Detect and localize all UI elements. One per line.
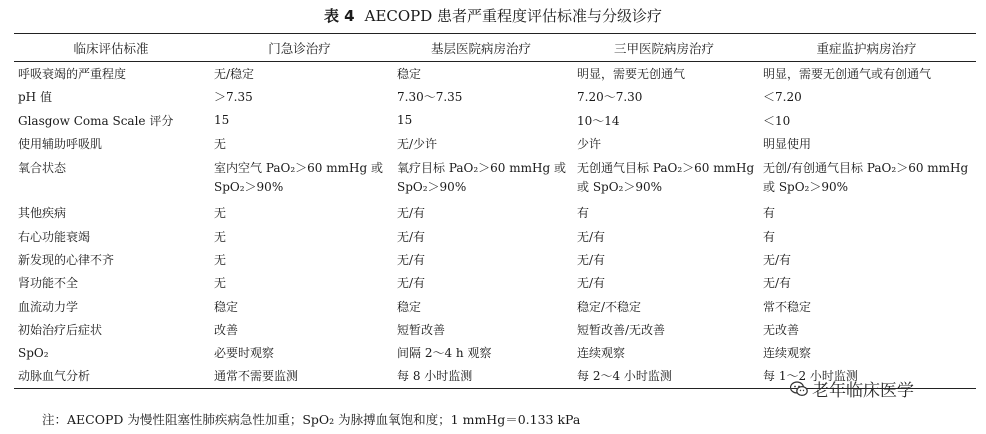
table-cell: ＜10 — [763, 113, 791, 128]
table-cell: 稳定 — [397, 67, 422, 82]
watermark-text: 老年临床医学 — [812, 381, 914, 401]
table-cell: 氧疗目标 PaO₂＞60 mmHg 或 SpO₂＞90% — [397, 161, 566, 195]
table-cell: 连续观察 — [577, 346, 626, 361]
criterion-cell: pH 值 — [18, 90, 52, 105]
column-header: 临床评估标准 — [14, 34, 208, 62]
table-cell: 每 8 小时监测 — [391, 364, 571, 388]
table-cell: 7.20～7.30 — [577, 90, 643, 105]
table-cell: 常不稳定 — [763, 299, 812, 314]
table-cell: 改善 — [214, 322, 239, 337]
table-cell: 无/有 — [763, 252, 792, 267]
table-cell: 无/有 — [577, 276, 606, 291]
table-title-text: AECOPD 患者严重程度评估标准与分级诊疗 — [364, 7, 663, 25]
header-row — [14, 34, 976, 62]
table-cell: 无/有 — [397, 252, 426, 267]
table-cell: 有 — [577, 206, 590, 221]
criterion-cell: 初始治疗后症状 — [18, 322, 103, 337]
table-cell: 每 1～2 小时监测 — [757, 364, 976, 388]
table-cell: 必要时观察 — [214, 346, 275, 361]
table-cell: 间隔 2～4 h 观察 — [397, 346, 492, 361]
table-cell: 无创通气目标 PaO₂＞60 mmHg或 SpO₂＞90% — [577, 161, 755, 195]
criterion-cell: SpO₂ — [18, 345, 49, 360]
table-cell: 室内空气 PaO₂＞60 mmHg 或 SpO₂＞90% — [214, 161, 383, 195]
table-cell: ＞7.35 — [214, 90, 253, 105]
table-cell: 7.30～7.35 — [397, 90, 463, 105]
table-cell: 无改善 — [763, 322, 800, 337]
criterion-cell: 肾功能不全 — [18, 276, 79, 291]
criterion-cell: 使用辅助呼吸肌 — [18, 137, 103, 152]
column-header: 三甲医院病房治疗 — [571, 34, 757, 62]
table-cell: 稳定 — [397, 299, 422, 314]
table-cell: 明显，需要无创通气或有创通气 — [763, 67, 932, 82]
table-row — [14, 109, 976, 132]
table-title — [0, 6, 986, 26]
table-cell: 短暂改善 — [397, 322, 446, 337]
table-cell: 无 — [214, 252, 227, 267]
criterion-cell: 氧合状态 — [18, 161, 67, 176]
table-cell: 无/有 — [763, 276, 792, 291]
criterion-cell: 呼吸衰竭的严重程度 — [18, 67, 127, 82]
table-row — [14, 271, 976, 294]
column-header: 重症监护病房治疗 — [757, 34, 976, 62]
watermark — [790, 376, 914, 401]
table-cell: 10～14 — [577, 113, 620, 128]
table-cell: 有 — [763, 229, 776, 244]
criterion-cell: Glasgow Coma Scale 评分 — [18, 113, 174, 128]
column-header: 门急诊治疗 — [208, 34, 391, 62]
table-cell: 无 — [214, 276, 227, 291]
table-cell: 无 — [214, 229, 227, 244]
table-row — [14, 132, 976, 155]
table-cell: 有 — [763, 206, 776, 221]
table-cell: 每 2～4 小时监测 — [571, 364, 757, 388]
table-row — [14, 85, 976, 108]
table-cell: 无/有 — [577, 252, 606, 267]
table-row — [14, 62, 976, 86]
table-cell: 15 — [397, 113, 413, 128]
table-cell: 连续观察 — [763, 346, 812, 361]
table-cell: 通常不需要监测 — [208, 364, 391, 388]
table-cell: 少许 — [577, 137, 602, 152]
criterion-cell: 血流动力学 — [18, 299, 79, 314]
table-row — [14, 318, 976, 341]
table-row — [14, 248, 976, 271]
table-cell: 明显，需要无创通气 — [577, 67, 686, 82]
table-row — [14, 201, 976, 224]
table-cell: 明显使用 — [763, 137, 812, 152]
wechat-icon — [790, 381, 808, 397]
table-cell: 无 — [214, 137, 227, 152]
table-cell: 15 — [214, 113, 230, 128]
table-cell: 稳定/不稳定 — [577, 299, 642, 314]
table-cell: 无/有 — [397, 206, 426, 221]
table-row — [14, 155, 976, 201]
criterion-cell: 右心功能衰竭 — [18, 229, 91, 244]
grading-table — [14, 33, 976, 389]
table-cell: 短暂改善/无改善 — [577, 322, 666, 337]
table-footnote: 注：AECOPD 为慢性阻塞性肺疾病急性加重；SpO₂ 为脉搏血氧饱和度；1 mmHg＝0.133 kPa — [42, 412, 581, 427]
table-row — [14, 294, 976, 317]
criterion-cell: 动脉血气分析 — [14, 364, 208, 388]
table-cell: 无/有 — [397, 276, 426, 291]
table-cell: ＜7.20 — [763, 90, 802, 105]
table-cell: 无/稳定 — [214, 67, 255, 82]
table-cell: 无/少许 — [397, 137, 438, 152]
table-cell: 无/有 — [577, 229, 606, 244]
table-number: 表 4 — [323, 7, 355, 25]
table-row — [14, 224, 976, 247]
criterion-cell: 其他疾病 — [18, 206, 67, 221]
table-cell: 稳定 — [214, 299, 239, 314]
table-row — [14, 341, 976, 364]
criterion-cell: 新发现的心律不齐 — [18, 252, 115, 267]
table-cell: 无创/有创通气目标 PaO₂＞60 mmHg或 SpO₂＞90% — [763, 161, 969, 195]
table-cell: 无/有 — [397, 229, 426, 244]
table-cell: 无 — [214, 206, 227, 221]
column-header: 基层医院病房治疗 — [391, 34, 571, 62]
